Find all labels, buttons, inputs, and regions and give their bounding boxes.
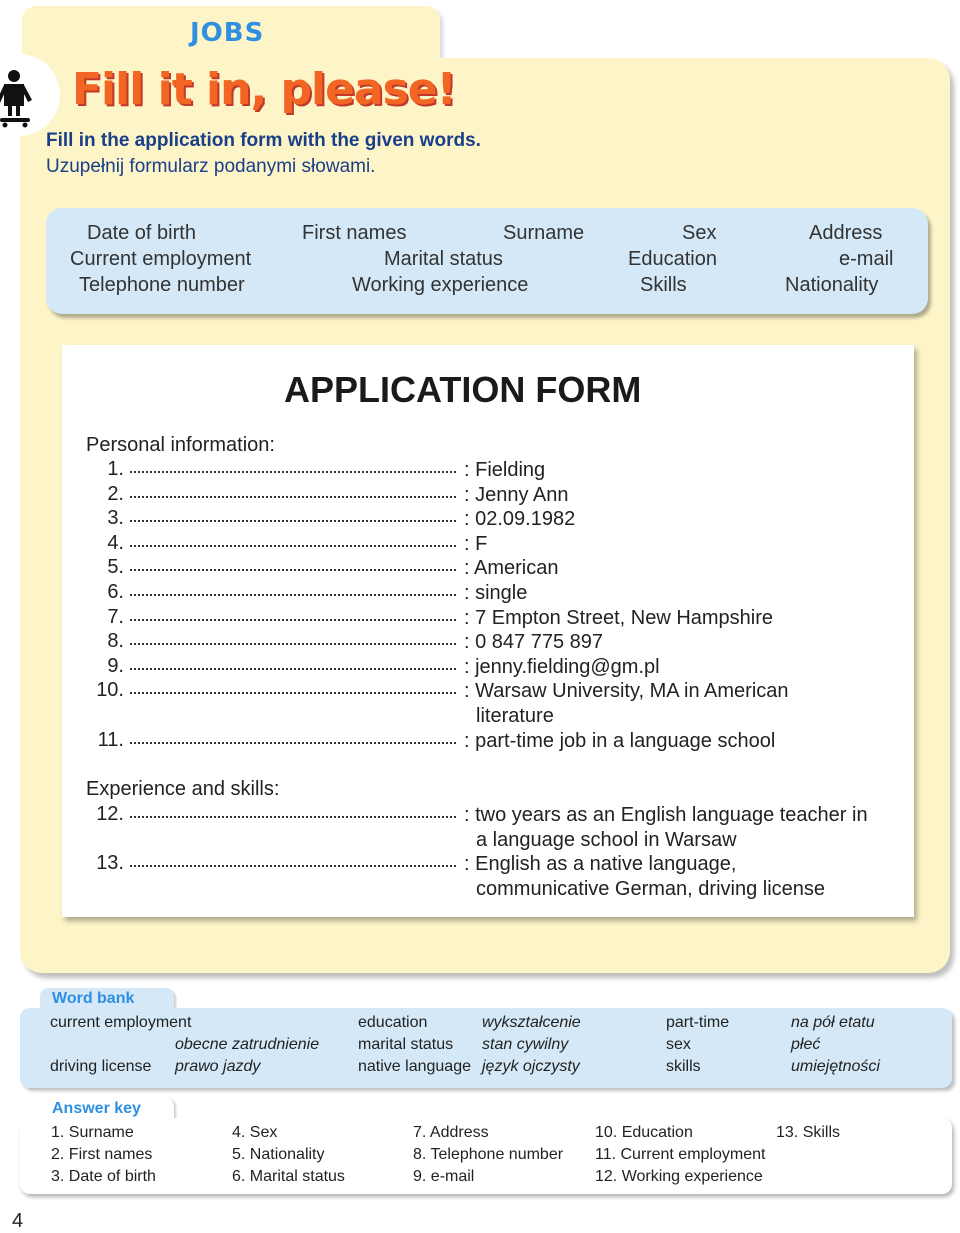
row-number: 9.: [107, 655, 124, 677]
row-answer: : jenny.fielding@gm.pl: [464, 656, 660, 678]
given-word: Working experience: [352, 274, 529, 296]
form-title: APPLICATION FORM: [284, 369, 642, 410]
bank-translation: obecne zatrudnienie: [175, 1036, 320, 1053]
answer-key-label: Answer key: [52, 1100, 141, 1117]
blank-field[interactable]: [130, 619, 456, 621]
bank-term: part-time: [666, 1014, 730, 1031]
skater-badge: [0, 54, 60, 136]
row-number: 8.: [107, 630, 124, 652]
row-answer: [464, 803, 904, 853]
bank-translation: język ojczysty: [482, 1058, 580, 1075]
bank-term: sex: [666, 1036, 691, 1053]
given-word: Telephone number: [79, 274, 245, 296]
row-answer-line: a language school in Warsaw: [476, 829, 737, 851]
answer-key-item: 12. Working experience: [595, 1168, 763, 1185]
row-number: 10.: [96, 679, 124, 701]
answer-key-item: 10. Education: [595, 1124, 693, 1141]
page-number: 4: [12, 1210, 24, 1232]
given-words-box: [46, 208, 928, 314]
row-number: 7.: [107, 606, 124, 628]
answer-key-item: 8. Telephone number: [413, 1146, 564, 1163]
row-answer: : 0 847 775 897: [464, 631, 604, 653]
row-answer-line: literature: [476, 705, 554, 727]
row-answer: : American: [464, 557, 559, 579]
row-number: 11.: [97, 729, 124, 751]
bank-term: education: [358, 1014, 428, 1031]
blank-field[interactable]: [130, 520, 456, 522]
row-answer: : Jenny Ann: [464, 484, 569, 506]
answer-key-item: 1. Surname: [51, 1124, 134, 1141]
blank-field[interactable]: [130, 471, 456, 473]
row-answer: : part-time job in a language school: [464, 730, 776, 752]
answer-key-panel: [20, 1118, 952, 1194]
bank-term: driving license: [50, 1058, 152, 1075]
answer-key-item: 9. e-mail: [413, 1168, 475, 1185]
row-answer-line: : Warsaw University, MA in American: [464, 680, 789, 702]
row-answer: : 02.09.1982: [464, 508, 576, 530]
given-word: First names: [302, 222, 407, 244]
row-answer: : F: [464, 533, 488, 555]
answer-key-item: 3. Date of birth: [51, 1168, 156, 1185]
given-word: Sex: [682, 222, 717, 244]
row-answer: [464, 852, 904, 902]
skater-icon: [0, 54, 60, 136]
row-number: 3.: [107, 507, 124, 529]
given-word: Skills: [640, 274, 687, 296]
given-word: Current employment: [70, 248, 252, 270]
row-number: 13.: [96, 852, 124, 874]
given-word: Address: [809, 222, 883, 244]
bank-term: native language: [358, 1058, 471, 1075]
word-bank-label: Word bank: [52, 990, 135, 1007]
row-number: 6.: [107, 581, 124, 603]
given-word: Education: [628, 248, 717, 270]
bank-translation: wykształcenie: [482, 1014, 581, 1031]
answer-key-item: 2. First names: [51, 1146, 153, 1163]
page-title: Fill it in, please!: [72, 64, 456, 115]
blank-field[interactable]: [130, 569, 456, 571]
row-number: 4.: [107, 532, 124, 554]
row-answer: : Fielding: [464, 459, 546, 481]
section-label: JOBS: [190, 18, 265, 48]
answer-key-item: 5. Nationality: [232, 1146, 325, 1163]
instruction-polish: Uzupełnij formularz podanymi słowami.: [46, 156, 376, 177]
bank-term: marital status: [358, 1036, 454, 1053]
experience-label: Experience and skills:: [86, 778, 280, 800]
blank-field[interactable]: [130, 692, 456, 694]
given-word: e-mail: [839, 248, 894, 270]
bank-translation: prawo jazdy: [175, 1058, 261, 1075]
given-word: Date of birth: [87, 222, 196, 244]
blank-field[interactable]: [130, 594, 456, 596]
blank-field[interactable]: [130, 742, 456, 744]
row-answer: : 7 Empton Street, New Hampshire: [464, 607, 774, 629]
row-number: 5.: [107, 556, 124, 578]
bank-term: current employment: [50, 1014, 192, 1031]
blank-field[interactable]: [130, 816, 456, 818]
word-bank-panel: [20, 1008, 952, 1088]
bank-translation: stan cywilny: [482, 1036, 569, 1053]
given-word: Nationality: [785, 274, 879, 296]
given-word: Marital status: [384, 248, 503, 270]
row-answer-line: communicative German, driving license: [476, 878, 826, 900]
row-number: 2.: [107, 483, 124, 505]
row-answer: : single: [464, 582, 528, 604]
blank-field[interactable]: [130, 668, 456, 670]
instruction-english: Fill in the application form with the given words.: [46, 130, 481, 151]
answer-key-item: 7. Address: [413, 1124, 489, 1141]
answer-key-item: 6. Marital status: [232, 1168, 345, 1185]
blank-field[interactable]: [130, 865, 456, 867]
row-number: 1.: [107, 458, 124, 480]
personal-info-label: Personal information:: [86, 434, 275, 456]
bank-translation: płeć: [791, 1036, 821, 1053]
row-number: 12.: [96, 803, 124, 825]
bank-term: skills: [666, 1058, 701, 1075]
application-form: [62, 345, 914, 917]
row-answer-line: : English as a native language,: [464, 853, 737, 875]
answer-key-item: 13. Skills: [776, 1124, 841, 1141]
answer-key-item: 11. Current employment: [595, 1146, 766, 1163]
blank-field[interactable]: [130, 496, 456, 498]
blank-field[interactable]: [130, 643, 456, 645]
blank-field[interactable]: [130, 545, 456, 547]
bank-translation: na pół etatu: [791, 1014, 875, 1031]
bank-translation: umiejętności: [791, 1058, 880, 1075]
answer-key-item: 4. Sex: [232, 1124, 278, 1141]
given-word: Surname: [503, 222, 585, 244]
row-answer: [464, 679, 904, 729]
row-answer-line: : two years as an English language teacher in: [464, 804, 868, 826]
